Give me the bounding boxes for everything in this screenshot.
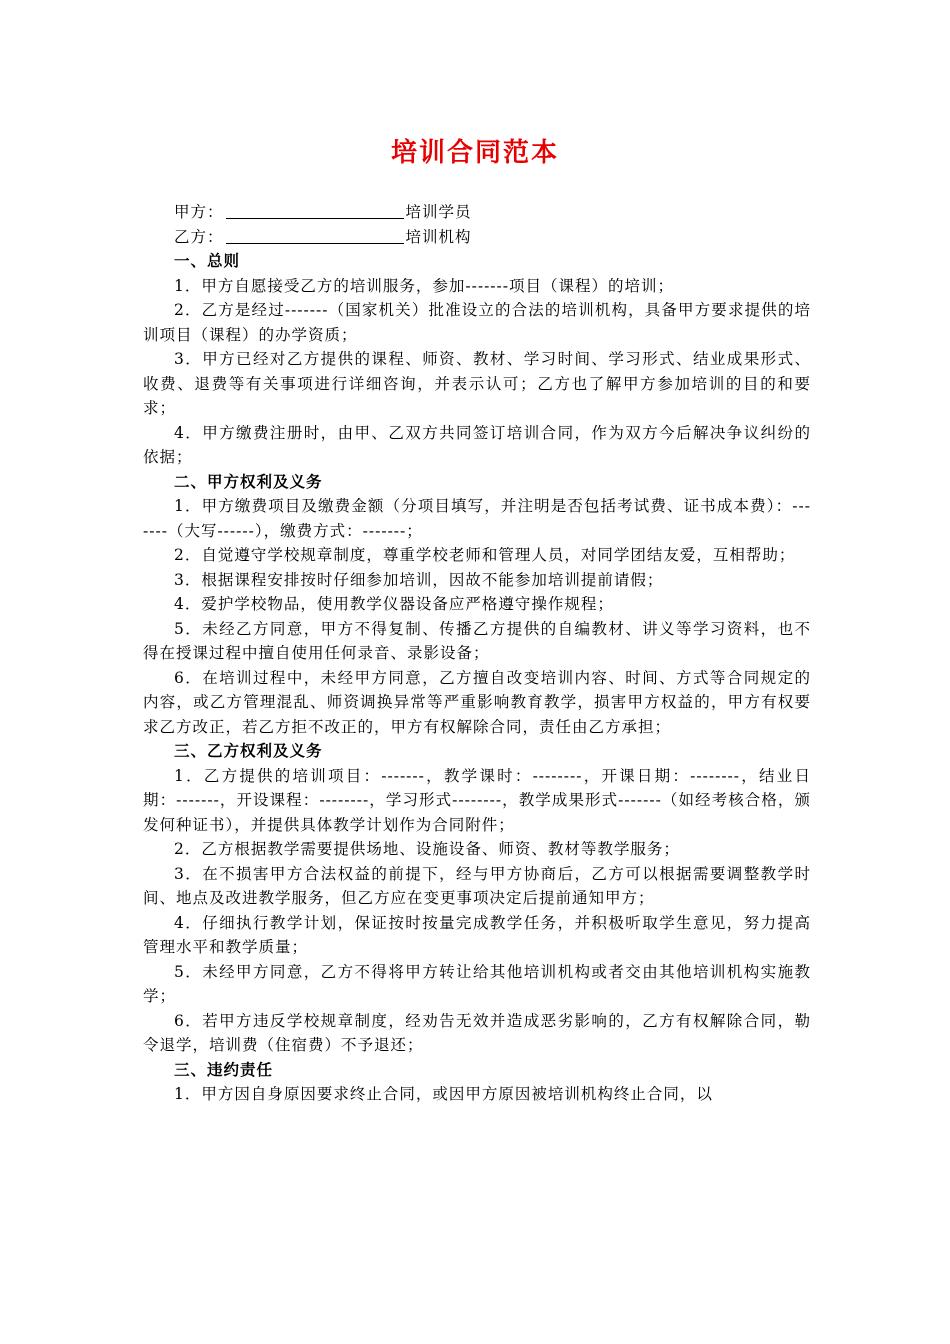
party-a-label: 甲方：: [174, 203, 224, 221]
clause: 4．仔细执行教学计划，保证按时按量完成教学任务，并积极听取学生意见，努力提高管理水平和教学质量；: [143, 913, 811, 956]
clause: 2．乙方根据教学需要提供场地、设施设备、师资、教材等教学服务；: [174, 840, 680, 858]
party-a-blank: [226, 203, 404, 219]
clause: 5．未经甲方同意，乙方不得将甲方转让给其他培训机构或者交由其他培训机构实施教学；: [143, 962, 811, 1005]
clause: 2．乙方是经过-------（国家机关）批准设立的合法的培训机构，具备甲方要求提供的培训项目（课程）的办学资质；: [143, 301, 811, 344]
section-heading-general: 一、总则: [174, 251, 241, 270]
party-b-line: [143, 225, 811, 250]
clause: 5．未经乙方同意，甲方不得复制、传播乙方提供的自编教材、讲义等学习资料，也不得在授课过程中擅自使用任何录音、录影设备；: [143, 619, 811, 662]
clause: 6．在培训过程中，未经甲方同意，乙方擅自改变培训内容、时间、方式等合同规定的内容，或乙方管理混乱、师资调换异常等严重影响教育教学，损害甲方权益的，甲方有权要求乙方改正，若乙方拒不改正的，甲方有权解除合同，责任由乙方承担；: [143, 668, 811, 736]
document-title: 培训合同范本: [390, 138, 559, 168]
clause: 3．根据课程安排按时仔细参加培训，因故不能参加培训提前请假；: [174, 570, 664, 589]
section-heading-party-b-rights: 三、乙方权利及义务: [174, 741, 323, 760]
party-b-blank: [226, 228, 404, 244]
party-b-role: 培训机构: [405, 227, 472, 246]
clause: 4．甲方缴费注册时，由甲、乙双方共同签订培训合同，作为双方今后解决争议纠纷的依据；: [143, 423, 811, 466]
clause: 4．爱护学校物品，使用教学仪器设备应严格遵守操作规程；: [174, 595, 614, 613]
section-heading-liability: 三、违约责任: [174, 1059, 274, 1079]
clause: 6．若甲方违反学校规章制度，经劝告无效并造成恶劣影响的，乙方有权解除合同，勒令退学，培训费（住宿费）不予退还；: [143, 1011, 811, 1054]
clause: 3．甲方已经对乙方提供的课程、师资、教材、学习时间、学习形式、结业成果形式、收费、退费等有关事项进行详细咨询，并表示认可；乙方也了解甲方参加培训的目的和要求；: [143, 350, 811, 417]
party-a-line: [143, 200, 811, 225]
party-b-label: 乙方：: [174, 227, 224, 246]
clause: 2．自觉遵守学校规章制度，尊重学校老师和管理人员，对同学团结友爱，互相帮助；: [174, 546, 796, 564]
clause: 3．在不损害甲方合法权益的前提下，经与甲方协商后，乙方可以根据需要调整教学时间、地点及改进教学服务，但乙方应在变更事项决定后提前通知甲方；: [143, 864, 811, 907]
party-a-role: 培训学员: [405, 203, 472, 221]
document-body: [143, 200, 811, 1107]
clause: 1．甲方缴费项目及缴费金额（分项目填写，并注明是否包括考试费、证书成本费）：-------（大写------），缴费方式：-------；: [143, 497, 811, 540]
clause: 1．乙方提供的培训项目：-------，教学课时：--------，开课日期：--------，结业日期：-------，开设课程：--------，学习形式--------，教学成果形式-------（如经考核合格，颁发何种证书），并提供具体教学计划作为合同附件；: [143, 766, 811, 834]
section-heading-party-a-rights: 二、甲方权利及义务: [174, 471, 323, 491]
clause: 1．甲方自愿接受乙方的培训服务，参加-------项目（课程）的培训；: [174, 276, 675, 295]
clause: 1．甲方因自身原因要求终止合同，或因甲方原因被培训机构终止合同，以: [174, 1085, 713, 1103]
